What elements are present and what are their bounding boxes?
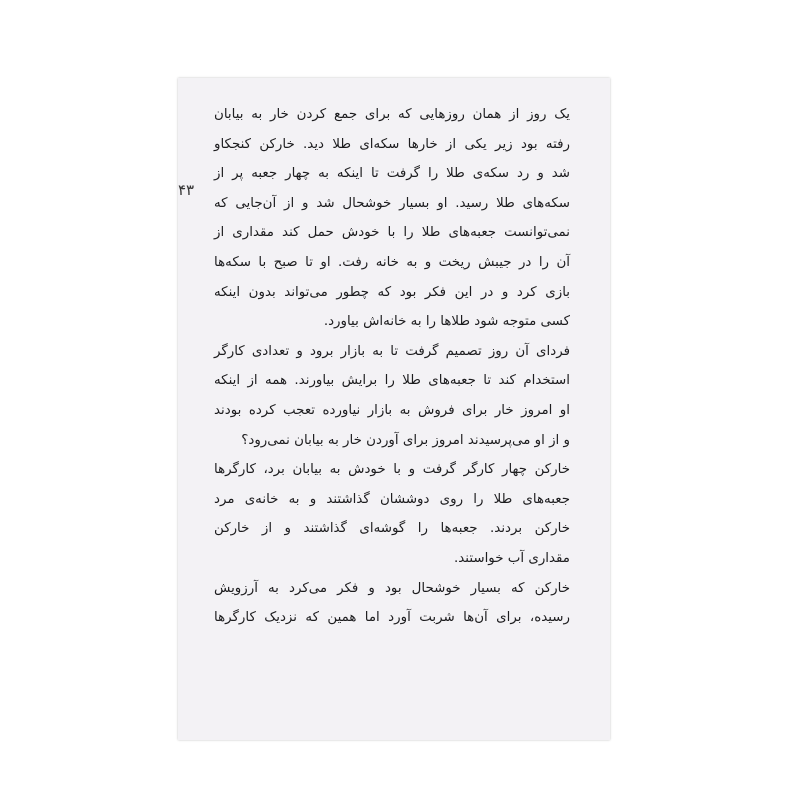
text-line: مقداری آب خواستند.: [454, 550, 570, 566]
text-line: سکه‌های طلا رسید. او بسیار خوشحال شد و از آن‌جایی که: [214, 195, 570, 211]
body-text: [214, 100, 570, 633]
paragraph-3: [214, 455, 570, 573]
text-line: شد و رد سکه‌ی طلا را گرفت تا اینکه به چهار جعبه پر از: [214, 166, 570, 182]
text-line: خارکن که بسیار خوشحال بود و فکر می‌کرد به آرزویش: [214, 580, 570, 596]
text-line: رفته بود زیر یکی از خارها سکه‌ای طلا دید. خارکن کنجکاو: [214, 136, 570, 152]
text-line: فردای آن روز تصمیم گرفت تا به بازار برود و تعدادی کارگر: [214, 343, 570, 359]
paragraph-2: [214, 337, 570, 455]
text-line: بازی کرد و در این فکر بود که چطور می‌تواند بدون اینکه: [214, 284, 570, 300]
text-line: آن را در جیبش ریخت و به خانه رفت. او تا صبح با سکه‌ها: [214, 254, 570, 270]
text-line: نمی‌توانست جعبه‌های طلا را با خودش حمل کند مقداری از: [214, 225, 570, 241]
text-line: رسیده، برای آن‌ها شربت آورد اما همین که نزدیک کارگرها: [214, 610, 570, 626]
book-page: [178, 78, 610, 740]
text-line: او امروز خار برای فروش به بازار نیاورده تعجب کرده بودند: [214, 402, 570, 418]
text-line: کسی متوجه شود طلاها را به خانه‌اش بیاورد.: [323, 314, 570, 330]
page-number: ۴۳: [178, 181, 195, 199]
paragraph-1: [214, 100, 570, 337]
text-line: خارکن بردند. جعبه‌ها را گوشه‌ای گذاشتند و از خارکن: [214, 521, 570, 537]
text-line: یک روز از همان روزهایی که برای جمع کردن خار به بیابان: [214, 107, 570, 122]
text-line: استخدام کند تا جعبه‌های طلا را برایش بیاورند. همه از اینکه: [214, 373, 570, 389]
text-line: خارکن چهار کارگر گرفت و با خودش به بیابان برد، کارگرها: [214, 462, 570, 478]
text-line: جعبه‌های طلا را روی دوششان گذاشتند و به خانه‌ی مرد: [214, 491, 570, 507]
paragraph-4: [214, 574, 570, 633]
text-line: و از او می‌پرسیدند امروز برای آوردن خار به بیابان نمی‌رود؟: [241, 432, 570, 448]
